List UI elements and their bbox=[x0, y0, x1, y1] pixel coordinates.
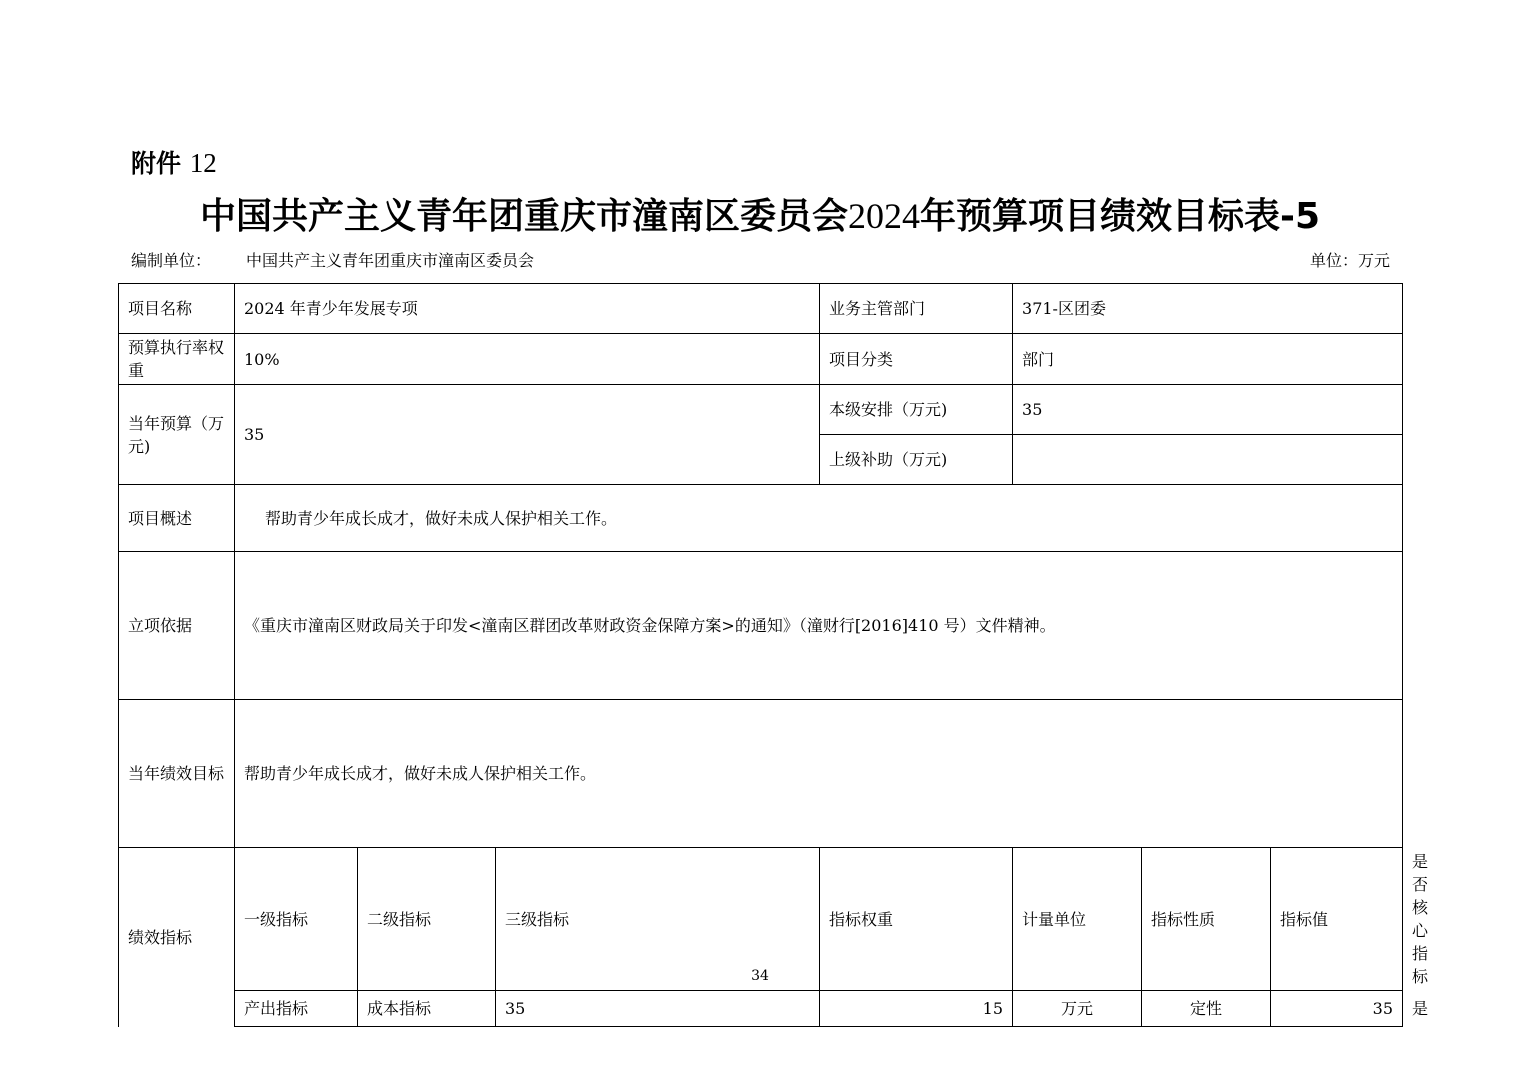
budget-value: 35 bbox=[235, 385, 820, 485]
dept-label: 业务主管部门 bbox=[820, 284, 1013, 334]
row-unit: 万元 bbox=[1013, 991, 1142, 1027]
overview-value: 帮助青少年成长成才，做好未成人保护相关工作。 bbox=[235, 485, 1403, 552]
header-level3: 三级指标 bbox=[496, 848, 820, 991]
table-row bbox=[119, 485, 1403, 552]
project-name-value: 2024 年青少年发展专项 bbox=[235, 284, 820, 334]
project-name-label: 项目名称 bbox=[119, 284, 235, 334]
dept-value: 371-区团委 bbox=[1013, 284, 1403, 334]
row-level1: 产出指标 bbox=[235, 991, 358, 1027]
header-value: 指标值 bbox=[1271, 848, 1403, 991]
basis-label: 立项依据 bbox=[119, 552, 235, 700]
table-row bbox=[119, 334, 1403, 385]
page-number: 34 bbox=[751, 968, 769, 984]
local-value: 35 bbox=[1013, 385, 1403, 435]
header-nature: 指标性质 bbox=[1142, 848, 1271, 991]
basis-value: 《重庆市潼南区财政局关于印发<潼南区群团改革财政资金保障方案>的通知》（潼财行[2016]410 号）文件精神。 bbox=[235, 552, 1403, 700]
unit-label: 单位：万元 bbox=[1309, 251, 1390, 270]
table-row bbox=[119, 284, 1403, 334]
row-nature: 定性 bbox=[1142, 991, 1271, 1027]
page-title bbox=[0, 188, 1520, 239]
budget-label: 当年预算（万元) bbox=[119, 385, 235, 485]
title-year: 2024 bbox=[848, 196, 920, 236]
superior-label: 上级补助（万元) bbox=[820, 435, 1013, 485]
goal-label: 当年绩效目标 bbox=[119, 700, 235, 848]
header-weight: 指标权重 bbox=[820, 848, 1013, 991]
title-part2: 年预算项目绩效目标表-5 bbox=[920, 196, 1320, 237]
org-value: 中国共产主义青年团重庆市潼南区委员会 bbox=[246, 251, 535, 270]
goal-value: 帮助青少年成长成才，做好未成人保护相关工作。 bbox=[235, 700, 1403, 848]
table-row bbox=[119, 700, 1403, 848]
org-label: 编制单位： bbox=[131, 251, 212, 270]
table-row bbox=[119, 385, 1403, 435]
exec-rate-label: 预算执行率权重 bbox=[119, 334, 235, 385]
superior-value bbox=[1013, 435, 1403, 485]
attachment-number: 12 bbox=[189, 148, 217, 178]
header-level1: 一级指标 bbox=[235, 848, 358, 991]
row-level3: 35 bbox=[496, 991, 820, 1027]
indicator-header-row: 绩效指标 一级指标 二级指标 三级指标 指标权重 计量单位 指标性质 指标值 是否核心指标 bbox=[119, 848, 1403, 991]
performance-table bbox=[118, 283, 1429, 1027]
indicators-section-label: 绩效指标 bbox=[119, 848, 235, 1027]
title-part1: 中国共产主义青年团重庆市潼南区委员会 bbox=[199, 196, 848, 237]
category-value: 部门 bbox=[1013, 334, 1403, 385]
attachment-label bbox=[131, 144, 217, 180]
row-value: 35 bbox=[1271, 991, 1403, 1027]
row-weight: 15 bbox=[820, 991, 1013, 1027]
header-unit: 计量单位 bbox=[1013, 848, 1142, 991]
attachment-label-text: 附件 bbox=[131, 149, 182, 178]
category-label: 项目分类 bbox=[820, 334, 1013, 385]
row-level2: 成本指标 bbox=[358, 991, 496, 1027]
indicator-row: 产出指标 成本指标 35 15 万元 定性 35 是 bbox=[119, 991, 1403, 1027]
exec-rate-value: 10% bbox=[235, 334, 820, 385]
overview-label: 项目概述 bbox=[119, 485, 235, 552]
header-level2: 二级指标 bbox=[358, 848, 496, 991]
table-row bbox=[119, 552, 1403, 700]
local-label: 本级安排（万元) bbox=[820, 385, 1013, 435]
